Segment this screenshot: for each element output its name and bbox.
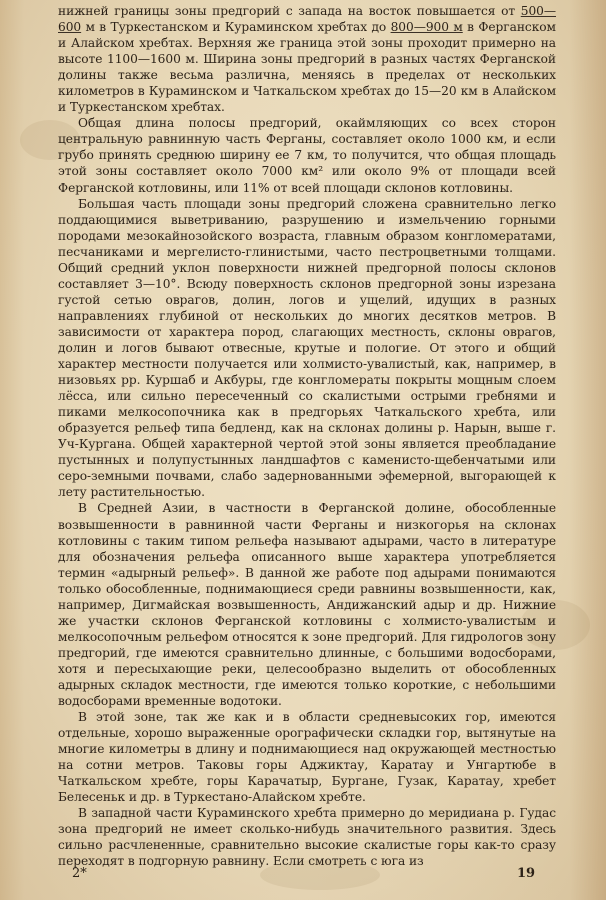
signature-mark: 2* (72, 866, 87, 881)
paragraph-3: Большая часть площади зоны предгорий сложена сравнительно легко поддающимися выветриванию, разрушению и измельчению горными породами мезокайнозойского возраста, главным образом конгломератами, песчаниками и мергелисто-глинистыми, часто пестроцветными толщами. Общий средний уклон поверхности нижней предгорной полосы склонов составляет 3—10°. Всюду поверхность склонов предгорной зоны изрезана густой сетью оврагов, долин, логов и ущелий, идущих в разных направлениях глубиной от нескольких до многих десятков метров. В зависимости от характера пород, слагающих местность, склоны оврагов, долин и логов бывают отвесные, крутые и пологие. От этого и общий характер местности получается или холмисто-увалистый, как, например, в низовьях рр. Куршаб и Акбуры, где конгломераты покрыты мощным слоем лёсса, или сильно пересеченный со скалистыми острыми гребнями и пиками мелкосопочника как в предгорьях Чаткальского хребта, или образуется рельеф типа бедленд, как на склонах долины р. Нарын, выше г. Уч-Кургана. Общей характерной чертой этой зоны является преобладание пустынных и полупустынных ландшафтов с каменисто-щебенчатыми или серо-земными почвами, слабо задернованными эфемерной, выгорающей к лету растительностью. (58, 196, 556, 500)
paragraph-1: нижней границы зоны предгорий с запада на восток повышается от 500—600 м в Туркестанском и Кураминском хребтах до 800—900 м в Ферганском и Алайском хребтах. Верхняя же граница этой зоны проходит примерно на высоте 1100—1600 м. Ширина зоны предгорий в разных частях Ферганской долины также весьма различна, меняясь в пределах от нескольких километров в Кураминском и Чаткальском хребтах до 15—20 км в Алайском и Туркестанском хребтах. (58, 4, 556, 115)
page-number: 19 (517, 866, 536, 881)
paragraph-6: В западной части Кураминского хребта примерно до меридиана р. Гудас зона предгорий не имеет сколько-нибудь значительного развития. Здесь сильно расчлененные, сравнительно высокие скалистые горы как-то сразу переходят в подгорную равнину. Если смотреть с юга из (58, 806, 556, 869)
paragraph-4: В Средней Азии, в частности в Ферганской долине, обособленные возвышенности в равнинной части Ферганы и низкогорья на склонах котловины с таким типом рельефа называют адырами, часто в литературе для обозначения рельефа описанного выше характера употребляется термин «адырный рельеф». В данной же работе под адырами понимаются только обособленные, поднимающиеся среди равнины возвышенности, как, например, Дигмайская возвышенность, Андижанский адыр и др. Нижние же участки склонов Ферганской котловины с холмисто-увалистым и мелкосопочным рельефом относятся к зоне предгорий. Для гидрологов зону предгорий, где имеются сравнительно длинные, с большими водосборами, хотя и пересыхающие реки, целесообразно выделить от обособленных адырных складок местности, где имеются только короткие, с небольшими водосборами временные водотоки. (58, 501, 556, 709)
paragraph-5: В этой зоне, так же как и в области средневысоких гор, имеются отдельные, хорошо выраженные орографически складки гор, вытянутые на многие километры в длину и поднимающиеся над окружающей местностью на сотни метров. Таковы горы Аджиктау, Каратау и Унгартюбе в Чаткальском хребте, горы Карачатыр, Бургане, Гузак, Каратау, хребет Белесеньк и др. в Туркестано-Алайском хребте. (58, 710, 556, 805)
body-text (58, 3, 556, 870)
paragraph-2: Общая длина полосы предгорий, окаймляющих со всех сторон центральную равнинную часть Ферганы, составляет около 1000 км, и если грубо принять среднюю ширину ее 7 км, то получится, что общая площадь этой зоны составляет около 7000 км² или около 9% от площади всей Ферганской котловины, или 11% от всей площади склонов котловины. (58, 116, 556, 195)
